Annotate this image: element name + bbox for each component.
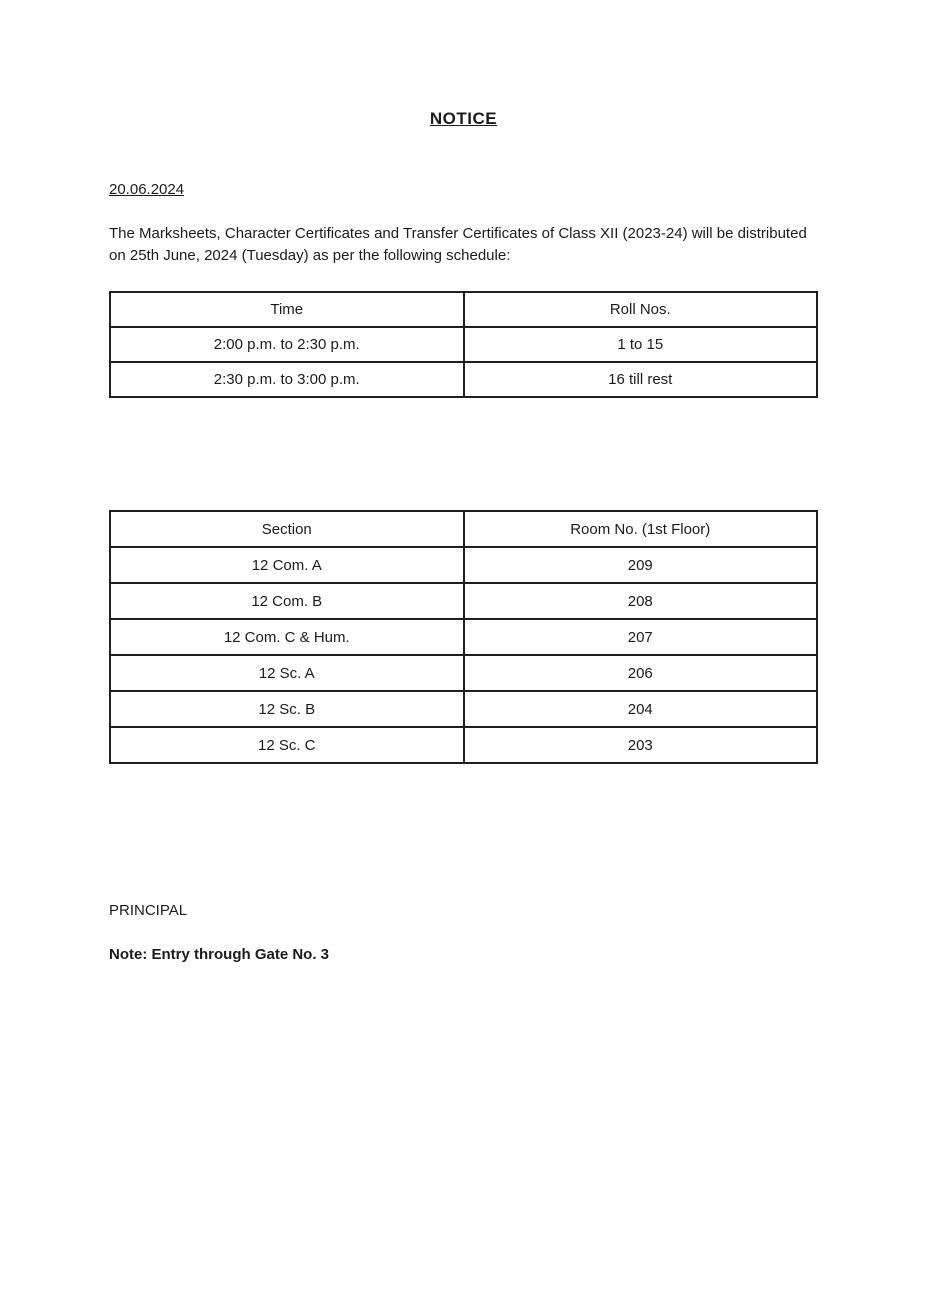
schedule-table — [109, 291, 818, 398]
table-cell: 12 Sc. A — [110, 655, 464, 691]
table-header-cell: Roll Nos. — [464, 292, 818, 327]
table-cell: 2:30 p.m. to 3:00 p.m. — [110, 362, 464, 397]
table-cell: 207 — [464, 619, 818, 655]
table-header-cell: Section — [110, 511, 464, 547]
notice-date: 20.06.2024 — [109, 181, 185, 198]
notice-document-page — [0, 108, 927, 1308]
table-cell: 12 Sc. C — [110, 727, 464, 763]
table-header-row — [110, 511, 817, 547]
entry-note: Note: Entry through Gate No. 3 — [109, 946, 330, 963]
table-cell: 208 — [464, 583, 818, 619]
table-cell: 12 Com. A — [110, 547, 464, 583]
signatory: PRINCIPAL — [109, 902, 188, 919]
table-cell: 12 Com. B — [110, 583, 464, 619]
table-row — [110, 547, 817, 583]
table-row — [110, 583, 817, 619]
table-row — [110, 655, 817, 691]
table-row — [110, 362, 817, 397]
table-header-cell: Room No. (1st Floor) — [464, 511, 818, 547]
room-allocation-table — [109, 510, 818, 764]
date-row — [109, 179, 818, 201]
table-cell: 12 Com. C & Hum. — [110, 619, 464, 655]
table-cell: 16 till rest — [464, 362, 818, 397]
intro-paragraph: The Marksheets, Character Certificates and Transfer Certificates of Class XII (2023-24) will be distributed on 25th June, 2024 (Tuesday) as per the following schedule: — [109, 225, 807, 264]
table-cell: 209 — [464, 547, 818, 583]
table-header-row — [110, 292, 817, 327]
table-cell: 12 Sc. B — [110, 691, 464, 727]
table-cell: 2:00 p.m. to 2:30 p.m. — [110, 327, 464, 362]
table-row — [110, 327, 817, 362]
table-row — [110, 619, 817, 655]
table-cell: 203 — [464, 727, 818, 763]
page-title: NOTICE — [429, 109, 498, 128]
table-cell: 206 — [464, 655, 818, 691]
table-cell: 204 — [464, 691, 818, 727]
table-row — [110, 691, 817, 727]
table-cell: 1 to 15 — [464, 327, 818, 362]
table-header-cell: Time — [110, 292, 464, 327]
table-row — [110, 727, 817, 763]
